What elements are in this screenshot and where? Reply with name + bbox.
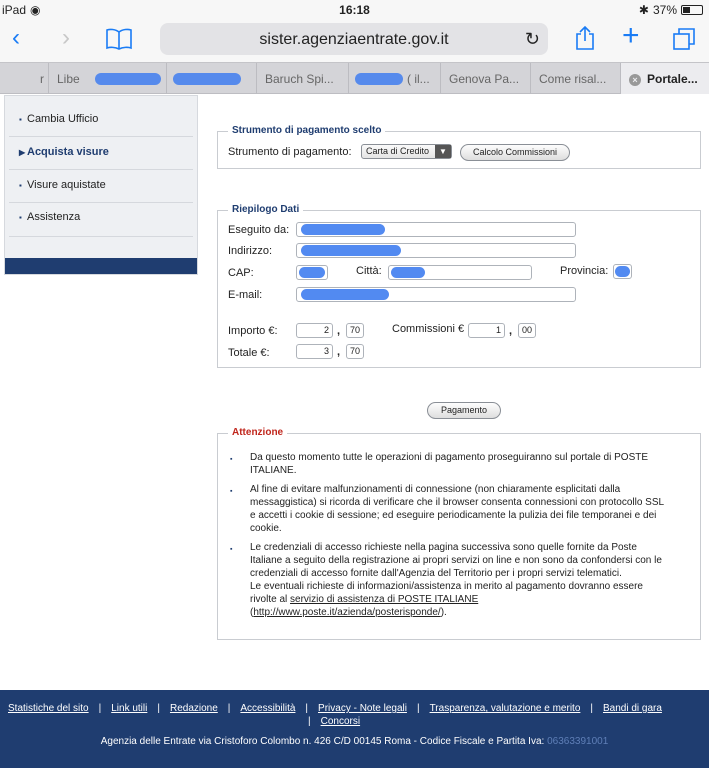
notice-item — [230, 541, 670, 619]
payment-tool-select[interactable] — [361, 144, 452, 159]
tabs-overview-icon[interactable] — [672, 27, 696, 56]
footer-link-trasparenza[interactable]: Trasparenza, valutazione e merito — [429, 703, 581, 714]
footer-link-link-utili[interactable]: Link utili — [111, 703, 148, 714]
footer-address — [0, 736, 709, 747]
menu-footer-bar — [5, 258, 197, 274]
forward-icon[interactable]: › — [62, 24, 70, 51]
bullet-icon: ▪ — [230, 546, 233, 553]
tab[interactable] — [349, 63, 441, 94]
fees-integer-field[interactable]: 1 — [468, 323, 505, 338]
bullet-icon: ▪ — [19, 181, 22, 190]
redaction-mark — [301, 289, 389, 300]
tab[interactable] — [441, 63, 531, 94]
wifi-icon: ◉ — [30, 3, 41, 17]
notice-text: Al fine di evitare malfunzionamenti di connessione (non chiaramente esplicitati dalla messaggistica) si ricorda di verificare che il browser consenta connessioni con protocollo SSL e accetti i cookie di sessione; ed eseguire periodicamente la pulizia dei file temporanei e dei cookie. — [250, 484, 664, 534]
nav-item-cambia-ufficio[interactable] — [19, 113, 98, 125]
nav-item-visure-aquistate[interactable] — [19, 179, 106, 191]
poste-url-link[interactable]: http://www.poste.it/azienda/posterisponde/ — [253, 607, 441, 618]
tab-label: ( il... — [407, 72, 430, 86]
tab-bar — [0, 62, 709, 94]
nav-divider — [9, 136, 193, 137]
url-text: sister.agenziaentrate.gov.it — [259, 31, 449, 48]
nav-divider — [9, 169, 193, 170]
notice-text: Le credenziali di accesso richieste nella pagina successiva sono quelle fornite da Poste Italiane a seguito della registrazione ai propri servizi on line e non sono da confondersi con le credenziali di accesso fornite dall'Agenzia del Territorio per i propri servizi telematici. — [250, 542, 662, 579]
nav-item-label: Acquista visure — [27, 146, 109, 158]
battery-icon — [681, 5, 703, 15]
notice-text: Le eventuali richieste di informazioni/assistenza in merito al pagamento dovranno essere rivolte al — [250, 581, 643, 605]
fees-decimal-field[interactable]: 00 — [518, 323, 536, 338]
email-field[interactable] — [296, 287, 576, 302]
clock: 16:18 — [339, 3, 370, 17]
city-field[interactable] — [388, 265, 532, 280]
browser-toolbar — [0, 20, 709, 62]
paren-close: ). — [440, 607, 447, 618]
amount-integer-field[interactable]: 2 — [296, 323, 333, 338]
notice-item — [230, 451, 670, 477]
address-text: Agenzia delle Entrate via Cristoforo Colombo n. 426 C/D 00145 Roma - Codice Fiscale e Partita Iva: — [100, 736, 545, 747]
attention-section — [217, 427, 701, 640]
decimal-comma: , — [337, 325, 341, 337]
redaction-mark — [301, 245, 401, 256]
bullet-icon: ▪ — [19, 115, 22, 124]
amount-decimal-field[interactable]: 70 — [346, 323, 364, 338]
bullet-icon: ▪ — [230, 488, 233, 495]
tab[interactable] — [0, 63, 49, 94]
footer-link-concorsi[interactable]: Concorsi — [320, 716, 361, 727]
nav-item-label: Cambia Ufficio — [27, 113, 99, 125]
section-legend: Strumento di pagamento scelto — [228, 125, 385, 136]
side-menu — [4, 95, 198, 275]
pipe-separator: | — [227, 703, 231, 714]
poste-support-link[interactable]: servizio di assistenza di POSTE ITALIANE — [290, 594, 479, 605]
redaction-mark — [173, 73, 241, 85]
pipe-separator: | — [157, 703, 160, 714]
nav-divider — [9, 202, 193, 203]
dropdown-arrow-icon: ▼ — [435, 145, 451, 158]
pipe-separator: | — [98, 703, 102, 714]
payment-tool-section — [217, 125, 701, 169]
tab-active[interactable] — [621, 63, 709, 94]
city-label: Città: — [356, 265, 382, 277]
address-bar[interactable] — [160, 23, 548, 55]
reload-icon[interactable]: ↻ — [524, 29, 540, 49]
fees-label: Commissioni € — [392, 323, 465, 335]
nav-item-label: Assistenza — [27, 211, 81, 223]
footer-link-bandi[interactable]: Bandi di gara — [603, 703, 662, 714]
pipe-separator: | — [416, 703, 420, 714]
bullet-icon: ▪ — [230, 456, 233, 463]
executed-by-label: Eseguito da: — [228, 224, 290, 236]
redaction-mark — [355, 73, 403, 85]
redaction-mark — [299, 267, 325, 278]
cap-label: CAP: — [228, 267, 254, 279]
summary-section — [217, 204, 701, 368]
section-legend: Riepilogo Dati — [228, 204, 303, 215]
bookmarks-icon[interactable] — [106, 28, 132, 55]
bluetooth-icon: ✱ — [638, 3, 649, 17]
province-field[interactable] — [613, 264, 632, 279]
close-tab-icon[interactable]: × — [629, 74, 641, 86]
redaction-mark — [95, 73, 161, 85]
pipe-separator: | — [305, 703, 309, 714]
total-decimal-field[interactable]: 70 — [346, 344, 364, 359]
payment-tool-label: Strumento di pagamento: — [228, 146, 352, 158]
address-label: Indirizzo: — [228, 245, 273, 257]
vat-number: 06363391001 — [547, 736, 609, 747]
paren-open: ( — [250, 607, 254, 618]
arrow-right-icon: ▶ — [19, 148, 26, 157]
email-label: E-mail: — [228, 289, 263, 301]
tab[interactable] — [531, 63, 621, 94]
footer-link-privacy[interactable]: Privacy - Note legali — [318, 703, 407, 714]
tab-label: Portale... — [647, 72, 698, 86]
cap-field[interactable] — [296, 265, 328, 280]
address-field[interactable] — [296, 243, 576, 258]
redaction-mark — [391, 267, 425, 278]
nav-item-assistenza[interactable] — [19, 211, 80, 223]
tab-label: Come risal... — [539, 72, 607, 86]
share-icon[interactable] — [574, 25, 596, 56]
executed-by-field[interactable] — [296, 222, 576, 237]
tab[interactable] — [49, 63, 167, 94]
payment-tool-value: Carta di Credito — [366, 146, 430, 156]
tab-label: Baruch Spi... — [265, 72, 334, 86]
footer-link-accessibilita[interactable]: Accessibilità — [240, 703, 296, 714]
footer-link-redazione[interactable]: Redazione — [169, 703, 218, 714]
redaction-mark — [301, 224, 385, 235]
nav-divider — [9, 236, 193, 237]
device-name: iPad — [2, 3, 27, 17]
status-bar — [0, 0, 709, 20]
site-footer — [0, 690, 709, 768]
calculate-fees-button[interactable]: Calcolo Commissioni — [460, 144, 570, 161]
tab-label: Genova Pa... — [449, 72, 520, 86]
decimal-comma: , — [509, 325, 513, 337]
footer-links — [8, 702, 708, 728]
amount-label: Importo €: — [228, 325, 278, 337]
total-label: Totale €: — [228, 347, 270, 359]
nav-item-label: Visure aquistate — [27, 179, 106, 191]
total-integer-field[interactable]: 3 — [296, 344, 333, 359]
tab[interactable] — [257, 63, 349, 94]
back-icon[interactable]: ‹ — [12, 24, 20, 51]
battery-percent: 37% — [652, 3, 677, 17]
nav-item-acquista-visure[interactable] — [19, 146, 109, 158]
redaction-mark — [615, 266, 630, 277]
pay-button[interactable]: Pagamento — [427, 402, 501, 419]
decimal-comma: , — [337, 346, 341, 358]
pipe-separator: | — [590, 703, 593, 714]
province-label: Provincia: — [560, 265, 609, 277]
notice-text: Da questo momento tutte le operazioni di pagamento proseguiranno sul portale di POSTE ITALIANE. — [250, 452, 649, 476]
notice-item — [230, 483, 670, 535]
section-legend: Attenzione — [228, 427, 287, 438]
tab[interactable] — [167, 63, 257, 94]
tab-label: Libe — [57, 72, 80, 86]
bullet-icon: ▪ — [19, 213, 22, 222]
tab-label: r — [40, 72, 44, 86]
pipe-separator: | — [308, 716, 311, 727]
new-tab-icon[interactable]: + — [622, 19, 640, 52]
footer-link-statistiche[interactable]: Statistiche del sito — [8, 703, 89, 714]
